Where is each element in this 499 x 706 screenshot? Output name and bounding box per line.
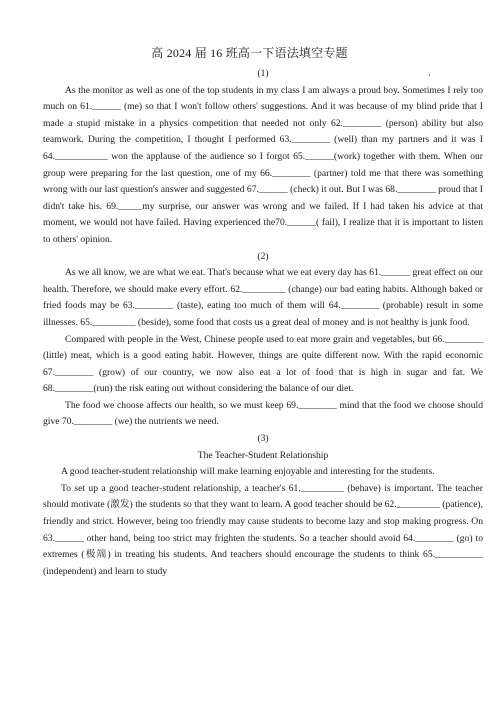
section-3-paragraph-1: A good teacher-student relationship will make learning enjoyable and interesting for the students. — [61, 466, 435, 478]
section-2-paragraph-1: As we all know, we are what we eat. That's because what we eat every day has 61.______ great effect on our health. Therefore, we should make every effort. 62._________ (change) our bad eating habits. Although baked or fried foods may be 63.________ (taste), eating too much of them will 64.________ (probable) result in some illnesses. 65._________ (beside), some food that costs us a great deal of money and is not healthy is junk food. — [43, 267, 483, 328]
section-2-number: (2) — [257, 250, 269, 262]
section-3-paragraph-2: To set up a good teacher-student relationship, a teacher's 61._________ (behave) is important. The teacher should motivate (激发) the students so that they want to learn. A good teacher should be 62._________ (patience), friendly and strict. However, being too friendly may cause students to become lazy and stop making progress. On 63.______ other hand, being too strict may frighten the students. So a teacher should avoid 64.________ (go) to extremes (极端) in treating his students. And teachers should encourage the students to think 65.__________ (independent) and learn to study — [43, 482, 483, 577]
section-3-heading: The Teacher-Student Relationship — [197, 449, 329, 461]
section-2-paragraph-3: The food we choose affects our health, so we must keep 69.________ mind that the food we choose should give 70.________ (we) the nutrients we need. — [43, 399, 483, 428]
section-3-number: (3) — [257, 433, 269, 445]
section-2-paragraph-2: Compared with people in the West, Chinese people used to eat more grain and vegetables, but 66.________ (little) meat, which is a good eating habit. However, things are quite different now. With the rapid economic 67.________ (grow) of our country, we now also eat a lot of food that is high in sugar and fat. We 68.________(run) the risk eating out without considering the balance of our diet. — [43, 333, 483, 395]
document-title: 高 2024 届 16 班高一下语法填空专题 — [151, 46, 348, 60]
section-1-number: (1) — [257, 68, 269, 79]
section-1-text: As the monitor as well as one of the top students in my class I am always a proud boy. Sometimes I rely too much on 61.______ (me) so that I won't follow others' suggestions. And it was because of my blind pride that I made a stupid mistake in a physics competition that needed not only 62.________ (person) ability but also teamwork. During the competition, I thought I performed 63.________ (well) than my partners and it was I 64.___________ won the applause of the audience so I forgot 65.______(work) together with them. When our group were preparing for the last question, one of my 66.________ (partner) told me that there was something wrong with our last question's answer and suggested 67.______ (check) it out. But I was 68.________ proud that I didn't take his. 69._____my surprise, our answer was wrong and we failed. If I had taken his advice at that moment, we would not have failed. Having experienced the70.______( fail), I realize that it is important to listen to others' opinion. — [43, 84, 483, 245]
stray-mark: · — [428, 70, 431, 80]
document-body — [43, 66, 483, 580]
